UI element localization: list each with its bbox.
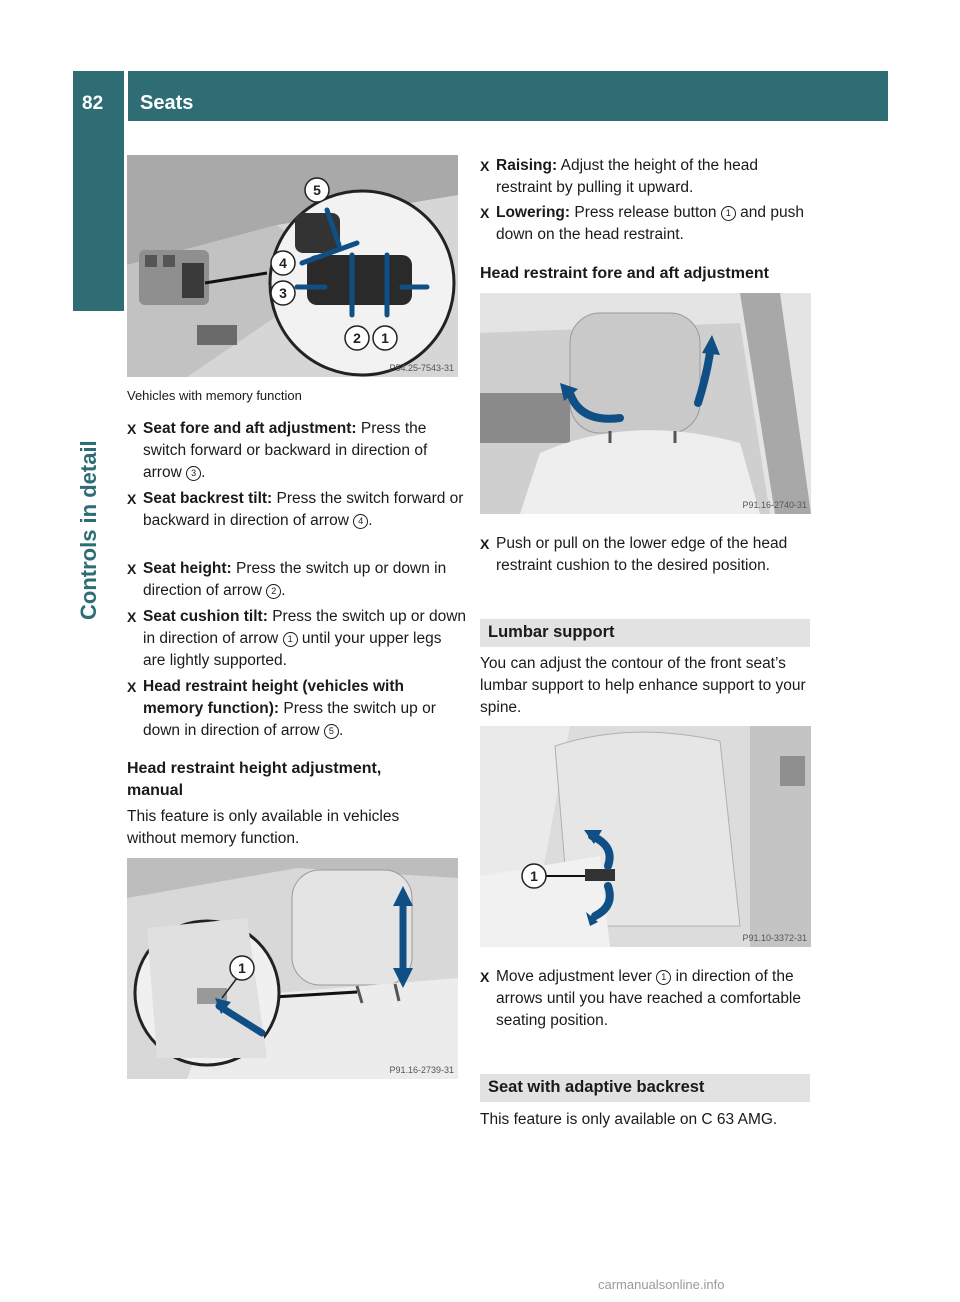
side-label xyxy=(76,440,116,660)
step-marker: X xyxy=(127,491,137,507)
circled-number: 5 xyxy=(324,724,339,739)
circled-number: 1 xyxy=(283,632,298,647)
figure-caption: Vehicles with memory function xyxy=(127,388,302,403)
step-title: Seat height: xyxy=(143,560,232,577)
fig1-callout-3: 3 xyxy=(279,285,287,301)
paragraph-manual-height: This feature is only available in vehicles without memory function. xyxy=(127,808,400,847)
step-title: Seat cushion tilt: xyxy=(143,608,268,625)
fig4-callout-1: 1 xyxy=(530,868,538,884)
figure-manual-head-restraint xyxy=(127,858,458,1079)
step-marker: X xyxy=(480,158,490,174)
step-marker: X xyxy=(480,969,490,985)
circled-number: 1 xyxy=(721,206,736,221)
step-marker: X xyxy=(480,205,490,221)
step-lumbar-lever: X Move adjustment lever 1 in direction of the arrows until you have reached a comfortable seating position. xyxy=(480,968,801,1029)
step-title: Seat backrest tilt: xyxy=(143,490,273,507)
step-title: Lowering: xyxy=(496,204,571,221)
paragraph-adaptive: This feature is only available on C 63 AMG. xyxy=(480,1111,778,1128)
fig1-callout-1: 1 xyxy=(381,330,389,346)
manual-head-restraint-illustration xyxy=(127,858,458,1079)
page-title: Seats xyxy=(140,92,194,114)
fig1-callout-4: 4 xyxy=(279,255,287,271)
page-number: 82 xyxy=(82,93,104,114)
step-seat-height: X Seat height: Press the switch up or down in direction of arrow 2 . xyxy=(127,560,447,599)
step-marker: X xyxy=(127,609,137,625)
step-marker: X xyxy=(127,421,137,437)
step-title: Raising: xyxy=(496,157,558,174)
heading-manual-height: Head restraint height adjustment, manual xyxy=(127,760,382,799)
figure-code: P91.10-3372-31 xyxy=(742,933,807,943)
figure-code: P91.16-2739-31 xyxy=(389,1065,454,1075)
step-seat-cushion: X Seat cushion tilt: Press the switch up or down in direction of arrow 1 until your upper legs are lightly supported. xyxy=(127,608,467,669)
header-divider xyxy=(124,71,128,121)
circled-number: 2 xyxy=(266,584,281,599)
memory-switch-illustration xyxy=(127,155,458,377)
header-bar xyxy=(73,71,888,121)
figure-memory-seat-switch xyxy=(127,155,458,377)
paragraph-lumbar: You can adjust the contour of the front seat’s lumbar support to help enhance support to your spine. xyxy=(480,655,806,716)
figure-lumbar-support xyxy=(480,726,811,947)
section-heading: Seat with adaptive backrest xyxy=(488,1078,705,1096)
step-head-restraint-memory: X Head restraint height (vehicles with memory function): Press the switch up or down in direction of arrow 5 . xyxy=(127,678,436,739)
heading-fore-aft: Head restraint fore and aft adjustment xyxy=(480,265,769,282)
figure-code: P54.25-7543-31 xyxy=(389,363,454,373)
figure-head-restraint-fore-aft xyxy=(480,293,811,514)
step-marker: X xyxy=(127,679,137,695)
lumbar-illustration xyxy=(480,726,811,947)
circled-number: 1 xyxy=(656,970,671,985)
step-seat-fore-aft: X Seat fore and aft adjustment: Press the switch forward or backward in direction of arrow 3 . xyxy=(127,420,428,481)
circled-number: 4 xyxy=(353,514,368,529)
section-adaptive-backrest xyxy=(480,1074,810,1102)
step-title: Head restraint height (vehicles with memory function): xyxy=(143,678,404,717)
fig2-callout-1: 1 xyxy=(238,960,246,976)
step-lowering: X Lowering: Press release button 1 and push down on the head restraint. xyxy=(480,204,804,243)
fore-aft-illustration xyxy=(480,293,811,514)
figure-code: P91.16-2740-31 xyxy=(742,500,807,510)
circled-number: 3 xyxy=(186,466,201,481)
fig1-callout-2: 2 xyxy=(353,330,361,346)
step-title: Seat fore and aft adjustment: xyxy=(143,420,357,437)
section-heading: Lumbar support xyxy=(488,623,615,641)
step-raising: X Raising: Adjust the height of the head restraint by pulling it upward. xyxy=(480,157,758,196)
step-marker: X xyxy=(127,561,137,577)
section-lumbar-support xyxy=(480,619,810,647)
step-push-pull: X Push or pull on the lower edge of the head restraint cushion to the desired position. xyxy=(480,535,788,574)
step-marker: X xyxy=(480,536,490,552)
fig1-callout-5: 5 xyxy=(313,182,321,198)
watermark: carmanualsonline.info xyxy=(598,1277,725,1292)
side-label-text: Controls in detail xyxy=(76,440,101,620)
step-seat-backrest: X Seat backrest tilt: Press the switch forward or backward in direction of arrow 4 . xyxy=(127,490,464,529)
